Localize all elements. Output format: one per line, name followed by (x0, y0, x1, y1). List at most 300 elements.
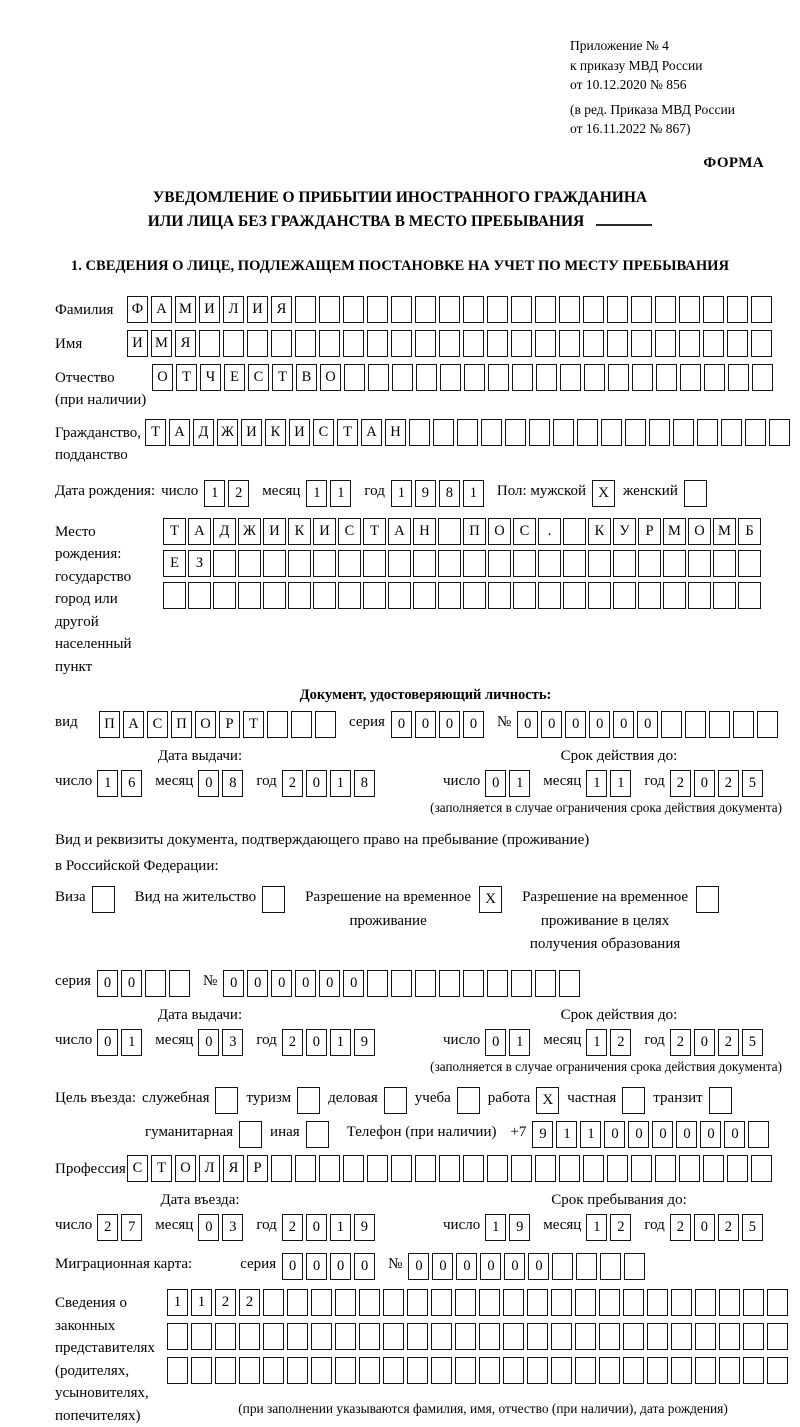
char-cell[interactable]: 2 (718, 770, 739, 797)
char-cell[interactable] (487, 330, 508, 357)
char-cell[interactable] (695, 1323, 716, 1350)
char-cell[interactable] (169, 970, 190, 997)
char-cell[interactable]: 2 (610, 1029, 631, 1056)
char-cell[interactable] (728, 364, 749, 391)
char-cell[interactable]: 1 (556, 1121, 577, 1148)
char-cell[interactable]: 1 (580, 1121, 601, 1148)
char-cell[interactable] (439, 296, 460, 323)
char-cell[interactable]: 1 (330, 770, 351, 797)
char-cell[interactable] (407, 1289, 428, 1316)
char-cell[interactable] (535, 970, 556, 997)
char-cell[interactable]: 9 (509, 1214, 530, 1241)
char-cell[interactable]: И (263, 518, 286, 545)
char-cell[interactable] (608, 364, 629, 391)
char-cell[interactable]: У (613, 518, 636, 545)
char-cell[interactable] (383, 1289, 404, 1316)
char-cell[interactable] (313, 582, 336, 609)
char-cell[interactable] (625, 419, 646, 446)
char-cell[interactable]: О (175, 1155, 196, 1182)
char-cell[interactable] (719, 1323, 740, 1350)
char-cell[interactable]: Р (638, 518, 661, 545)
char-cell[interactable] (663, 582, 686, 609)
char-cell[interactable] (288, 582, 311, 609)
char-cell[interactable]: А (388, 518, 411, 545)
char-cell[interactable] (671, 1323, 692, 1350)
char-cell[interactable] (247, 330, 268, 357)
char-cell[interactable]: Я (175, 330, 196, 357)
char-cell[interactable] (368, 364, 389, 391)
char-cell[interactable] (388, 550, 411, 577)
char-cell[interactable] (287, 1357, 308, 1384)
char-cell[interactable]: 2 (670, 1029, 691, 1056)
char-cell[interactable] (560, 364, 581, 391)
char-cell[interactable]: Р (219, 711, 240, 738)
char-cell[interactable] (295, 296, 316, 323)
char-cell[interactable] (438, 518, 461, 545)
char-cell[interactable] (535, 296, 556, 323)
char-cell[interactable]: Ж (238, 518, 261, 545)
char-cell[interactable]: А (123, 711, 144, 738)
char-cell[interactable]: 8 (354, 770, 375, 797)
char-cell[interactable] (367, 1155, 388, 1182)
char-cell[interactable] (488, 364, 509, 391)
char-cell[interactable] (359, 1289, 380, 1316)
char-cell[interactable] (703, 330, 724, 357)
char-cell[interactable] (671, 1289, 692, 1316)
char-cell[interactable]: С (248, 364, 269, 391)
char-cell[interactable] (338, 550, 361, 577)
char-cell[interactable] (463, 582, 486, 609)
char-cell[interactable] (463, 330, 484, 357)
char-cell[interactable] (511, 330, 532, 357)
char-cell[interactable] (679, 1155, 700, 1182)
char-cell[interactable] (738, 582, 761, 609)
char-cell[interactable]: Т (337, 419, 358, 446)
char-cell[interactable]: Т (151, 1155, 172, 1182)
char-cell[interactable] (721, 419, 742, 446)
char-cell[interactable] (215, 1323, 236, 1350)
char-cell[interactable] (287, 1289, 308, 1316)
char-cell[interactable] (487, 970, 508, 997)
char-cell[interactable] (576, 1253, 597, 1280)
char-cell[interactable]: 0 (694, 1029, 715, 1056)
char-cell[interactable]: 0 (504, 1253, 525, 1280)
char-cell[interactable]: 2 (239, 1289, 260, 1316)
char-cell[interactable]: Я (271, 296, 292, 323)
char-cell[interactable]: 0 (223, 970, 244, 997)
char-cell[interactable]: Н (385, 419, 406, 446)
char-cell[interactable]: И (241, 419, 262, 446)
char-cell[interactable] (748, 1121, 769, 1148)
purpose-transit-checkbox[interactable] (709, 1087, 732, 1114)
char-cell[interactable]: 0 (391, 711, 412, 738)
char-cell[interactable] (479, 1357, 500, 1384)
char-cell[interactable]: 0 (463, 711, 484, 738)
char-cell[interactable]: 8 (222, 770, 243, 797)
char-cell[interactable]: И (247, 296, 268, 323)
temp-permit-checkbox[interactable]: X (479, 886, 502, 913)
char-cell[interactable] (481, 419, 502, 446)
char-cell[interactable]: 1 (610, 770, 631, 797)
char-cell[interactable] (391, 1155, 412, 1182)
char-cell[interactable] (167, 1357, 188, 1384)
char-cell[interactable] (363, 550, 386, 577)
char-cell[interactable] (655, 330, 676, 357)
char-cell[interactable]: 0 (408, 1253, 429, 1280)
char-cell[interactable] (463, 970, 484, 997)
char-cell[interactable] (163, 582, 186, 609)
char-cell[interactable] (599, 1289, 620, 1316)
char-cell[interactable]: С (127, 1155, 148, 1182)
char-cell[interactable] (551, 1289, 572, 1316)
char-cell[interactable] (191, 1323, 212, 1350)
char-cell[interactable]: 1 (509, 770, 530, 797)
char-cell[interactable] (583, 1155, 604, 1182)
char-cell[interactable] (577, 419, 598, 446)
char-cell[interactable] (697, 419, 718, 446)
char-cell[interactable]: 0 (198, 1029, 219, 1056)
char-cell[interactable]: 0 (676, 1121, 697, 1148)
purpose-tourism-checkbox[interactable] (297, 1087, 320, 1114)
char-cell[interactable] (631, 330, 652, 357)
char-cell[interactable] (439, 970, 460, 997)
char-cell[interactable] (363, 582, 386, 609)
char-cell[interactable] (503, 1323, 524, 1350)
char-cell[interactable] (479, 1323, 500, 1350)
char-cell[interactable]: 0 (330, 1253, 351, 1280)
char-cell[interactable] (313, 550, 336, 577)
char-cell[interactable] (415, 330, 436, 357)
char-cell[interactable] (487, 296, 508, 323)
char-cell[interactable] (511, 296, 532, 323)
char-cell[interactable] (413, 550, 436, 577)
char-cell[interactable]: 1 (191, 1289, 212, 1316)
char-cell[interactable] (511, 970, 532, 997)
char-cell[interactable] (239, 1357, 260, 1384)
char-cell[interactable]: 0 (306, 770, 327, 797)
char-cell[interactable] (713, 582, 736, 609)
char-cell[interactable]: 0 (485, 1029, 506, 1056)
char-cell[interactable]: К (588, 518, 611, 545)
char-cell[interactable] (588, 582, 611, 609)
char-cell[interactable] (704, 364, 725, 391)
char-cell[interactable]: 0 (565, 711, 586, 738)
char-cell[interactable]: М (175, 296, 196, 323)
char-cell[interactable]: 1 (330, 1029, 351, 1056)
char-cell[interactable] (416, 364, 437, 391)
char-cell[interactable]: Д (193, 419, 214, 446)
char-cell[interactable]: 0 (354, 1253, 375, 1280)
char-cell[interactable] (661, 711, 682, 738)
char-cell[interactable] (463, 296, 484, 323)
char-cell[interactable] (588, 550, 611, 577)
char-cell[interactable] (513, 550, 536, 577)
char-cell[interactable] (559, 1155, 580, 1182)
char-cell[interactable]: 0 (604, 1121, 625, 1148)
char-cell[interactable] (223, 330, 244, 357)
char-cell[interactable] (440, 364, 461, 391)
char-cell[interactable] (431, 1323, 452, 1350)
char-cell[interactable] (719, 1357, 740, 1384)
char-cell[interactable]: 1 (121, 1029, 142, 1056)
char-cell[interactable] (752, 364, 773, 391)
char-cell[interactable]: П (463, 518, 486, 545)
char-cell[interactable] (513, 582, 536, 609)
char-cell[interactable] (733, 711, 754, 738)
char-cell[interactable]: К (288, 518, 311, 545)
char-cell[interactable] (575, 1289, 596, 1316)
char-cell[interactable]: 5 (742, 1214, 763, 1241)
char-cell[interactable]: 0 (541, 711, 562, 738)
char-cell[interactable]: 0 (432, 1253, 453, 1280)
char-cell[interactable] (551, 1357, 572, 1384)
char-cell[interactable] (751, 296, 772, 323)
purpose-work-checkbox[interactable]: X (536, 1087, 559, 1114)
char-cell[interactable] (295, 330, 316, 357)
char-cell[interactable]: 2 (97, 1214, 118, 1241)
char-cell[interactable] (535, 1155, 556, 1182)
char-cell[interactable]: 0 (319, 970, 340, 997)
char-cell[interactable] (655, 1155, 676, 1182)
char-cell[interactable] (287, 1323, 308, 1350)
char-cell[interactable]: 0 (306, 1029, 327, 1056)
char-cell[interactable]: 0 (637, 711, 658, 738)
char-cell[interactable] (709, 711, 730, 738)
char-cell[interactable] (488, 582, 511, 609)
char-cell[interactable]: 0 (439, 711, 460, 738)
char-cell[interactable] (623, 1323, 644, 1350)
char-cell[interactable] (769, 419, 790, 446)
char-cell[interactable] (263, 550, 286, 577)
char-cell[interactable] (624, 1253, 645, 1280)
char-cell[interactable] (367, 296, 388, 323)
char-cell[interactable] (601, 419, 622, 446)
char-cell[interactable]: Ж (217, 419, 238, 446)
char-cell[interactable] (551, 1323, 572, 1350)
char-cell[interactable]: 2 (718, 1029, 739, 1056)
char-cell[interactable]: 2 (215, 1289, 236, 1316)
char-cell[interactable] (727, 1155, 748, 1182)
char-cell[interactable]: А (361, 419, 382, 446)
char-cell[interactable] (415, 1155, 436, 1182)
char-cell[interactable] (656, 364, 677, 391)
char-cell[interactable] (631, 1155, 652, 1182)
char-cell[interactable]: 0 (652, 1121, 673, 1148)
char-cell[interactable]: С (338, 518, 361, 545)
char-cell[interactable] (738, 550, 761, 577)
char-cell[interactable]: Я (223, 1155, 244, 1182)
char-cell[interactable] (631, 296, 652, 323)
char-cell[interactable] (191, 1357, 212, 1384)
char-cell[interactable]: М (663, 518, 686, 545)
char-cell[interactable]: Д (213, 518, 236, 545)
char-cell[interactable]: А (188, 518, 211, 545)
char-cell[interactable] (343, 296, 364, 323)
char-cell[interactable]: 2 (282, 1214, 303, 1241)
char-cell[interactable]: 0 (97, 970, 118, 997)
char-cell[interactable] (291, 711, 312, 738)
sex-female-checkbox[interactable] (684, 480, 707, 507)
char-cell[interactable]: Л (199, 1155, 220, 1182)
char-cell[interactable] (719, 1289, 740, 1316)
char-cell[interactable] (263, 1289, 284, 1316)
char-cell[interactable] (213, 582, 236, 609)
char-cell[interactable]: О (195, 711, 216, 738)
char-cell[interactable] (679, 296, 700, 323)
char-cell[interactable]: 0 (456, 1253, 477, 1280)
char-cell[interactable] (392, 364, 413, 391)
char-cell[interactable]: 0 (485, 770, 506, 797)
char-cell[interactable] (503, 1357, 524, 1384)
char-cell[interactable]: 1 (509, 1029, 530, 1056)
char-cell[interactable] (215, 1357, 236, 1384)
char-cell[interactable] (512, 364, 533, 391)
char-cell[interactable]: С (513, 518, 536, 545)
char-cell[interactable] (638, 582, 661, 609)
char-cell[interactable]: 1 (330, 480, 351, 507)
char-cell[interactable]: 0 (724, 1121, 745, 1148)
char-cell[interactable]: К (265, 419, 286, 446)
char-cell[interactable] (680, 364, 701, 391)
char-cell[interactable]: 1 (586, 770, 607, 797)
char-cell[interactable] (535, 330, 556, 357)
char-cell[interactable] (335, 1357, 356, 1384)
char-cell[interactable]: 0 (198, 770, 219, 797)
char-cell[interactable] (563, 518, 586, 545)
char-cell[interactable]: 3 (222, 1029, 243, 1056)
char-cell[interactable]: 0 (415, 711, 436, 738)
char-cell[interactable]: 0 (247, 970, 268, 997)
char-cell[interactable] (213, 550, 236, 577)
char-cell[interactable] (488, 550, 511, 577)
char-cell[interactable] (407, 1323, 428, 1350)
char-cell[interactable]: 1 (306, 480, 327, 507)
char-cell[interactable] (415, 296, 436, 323)
char-cell[interactable]: И (127, 330, 148, 357)
char-cell[interactable]: 2 (610, 1214, 631, 1241)
char-cell[interactable] (751, 1155, 772, 1182)
char-cell[interactable]: 1 (330, 1214, 351, 1241)
char-cell[interactable]: С (147, 711, 168, 738)
char-cell[interactable]: 1 (586, 1029, 607, 1056)
char-cell[interactable]: Е (224, 364, 245, 391)
char-cell[interactable] (563, 582, 586, 609)
char-cell[interactable] (599, 1357, 620, 1384)
char-cell[interactable]: П (99, 711, 120, 738)
char-cell[interactable] (288, 550, 311, 577)
char-cell[interactable] (439, 330, 460, 357)
char-cell[interactable]: 1 (391, 480, 412, 507)
char-cell[interactable] (607, 296, 628, 323)
char-cell[interactable] (503, 1289, 524, 1316)
char-cell[interactable] (673, 419, 694, 446)
char-cell[interactable]: О (152, 364, 173, 391)
char-cell[interactable] (767, 1289, 788, 1316)
char-cell[interactable]: 0 (628, 1121, 649, 1148)
char-cell[interactable] (505, 419, 526, 446)
char-cell[interactable]: 2 (670, 770, 691, 797)
char-cell[interactable] (632, 364, 653, 391)
char-cell[interactable] (464, 364, 485, 391)
char-cell[interactable] (536, 364, 557, 391)
char-cell[interactable]: 2 (282, 770, 303, 797)
char-cell[interactable]: З (188, 550, 211, 577)
char-cell[interactable] (679, 330, 700, 357)
char-cell[interactable] (713, 550, 736, 577)
char-cell[interactable]: . (538, 518, 561, 545)
char-cell[interactable] (431, 1289, 452, 1316)
char-cell[interactable] (188, 582, 211, 609)
char-cell[interactable]: О (488, 518, 511, 545)
char-cell[interactable]: Е (163, 550, 186, 577)
char-cell[interactable]: И (199, 296, 220, 323)
char-cell[interactable] (757, 711, 778, 738)
char-cell[interactable] (647, 1289, 668, 1316)
char-cell[interactable] (439, 1155, 460, 1182)
char-cell[interactable] (607, 1155, 628, 1182)
char-cell[interactable] (663, 550, 686, 577)
char-cell[interactable] (271, 1155, 292, 1182)
char-cell[interactable] (688, 550, 711, 577)
char-cell[interactable] (409, 419, 430, 446)
char-cell[interactable] (647, 1357, 668, 1384)
char-cell[interactable] (538, 550, 561, 577)
char-cell[interactable] (655, 296, 676, 323)
char-cell[interactable] (575, 1323, 596, 1350)
char-cell[interactable] (238, 582, 261, 609)
char-cell[interactable] (599, 1323, 620, 1350)
char-cell[interactable]: Л (223, 296, 244, 323)
char-cell[interactable] (335, 1323, 356, 1350)
char-cell[interactable] (613, 582, 636, 609)
char-cell[interactable]: 1 (97, 770, 118, 797)
char-cell[interactable] (311, 1357, 332, 1384)
char-cell[interactable] (623, 1357, 644, 1384)
char-cell[interactable] (745, 419, 766, 446)
char-cell[interactable] (600, 1253, 621, 1280)
char-cell[interactable] (319, 296, 340, 323)
char-cell[interactable] (559, 970, 580, 997)
char-cell[interactable] (407, 1357, 428, 1384)
char-cell[interactable] (311, 1323, 332, 1350)
char-cell[interactable] (315, 711, 336, 738)
char-cell[interactable]: 0 (295, 970, 316, 997)
char-cell[interactable] (367, 970, 388, 997)
char-cell[interactable] (388, 582, 411, 609)
char-cell[interactable]: Т (163, 518, 186, 545)
char-cell[interactable]: 1 (485, 1214, 506, 1241)
char-cell[interactable] (391, 970, 412, 997)
char-cell[interactable] (703, 1155, 724, 1182)
char-cell[interactable] (685, 711, 706, 738)
char-cell[interactable] (623, 1289, 644, 1316)
char-cell[interactable] (563, 550, 586, 577)
char-cell[interactable] (415, 970, 436, 997)
char-cell[interactable] (383, 1357, 404, 1384)
char-cell[interactable] (463, 1155, 484, 1182)
purpose-business-checkbox[interactable] (215, 1087, 238, 1114)
char-cell[interactable]: 0 (694, 770, 715, 797)
char-cell[interactable] (767, 1323, 788, 1350)
char-cell[interactable] (431, 1357, 452, 1384)
char-cell[interactable] (359, 1357, 380, 1384)
char-cell[interactable] (413, 582, 436, 609)
char-cell[interactable] (479, 1289, 500, 1316)
char-cell[interactable]: 0 (480, 1253, 501, 1280)
edu-permit-checkbox[interactable] (696, 886, 719, 913)
char-cell[interactable]: 2 (718, 1214, 739, 1241)
char-cell[interactable] (455, 1323, 476, 1350)
